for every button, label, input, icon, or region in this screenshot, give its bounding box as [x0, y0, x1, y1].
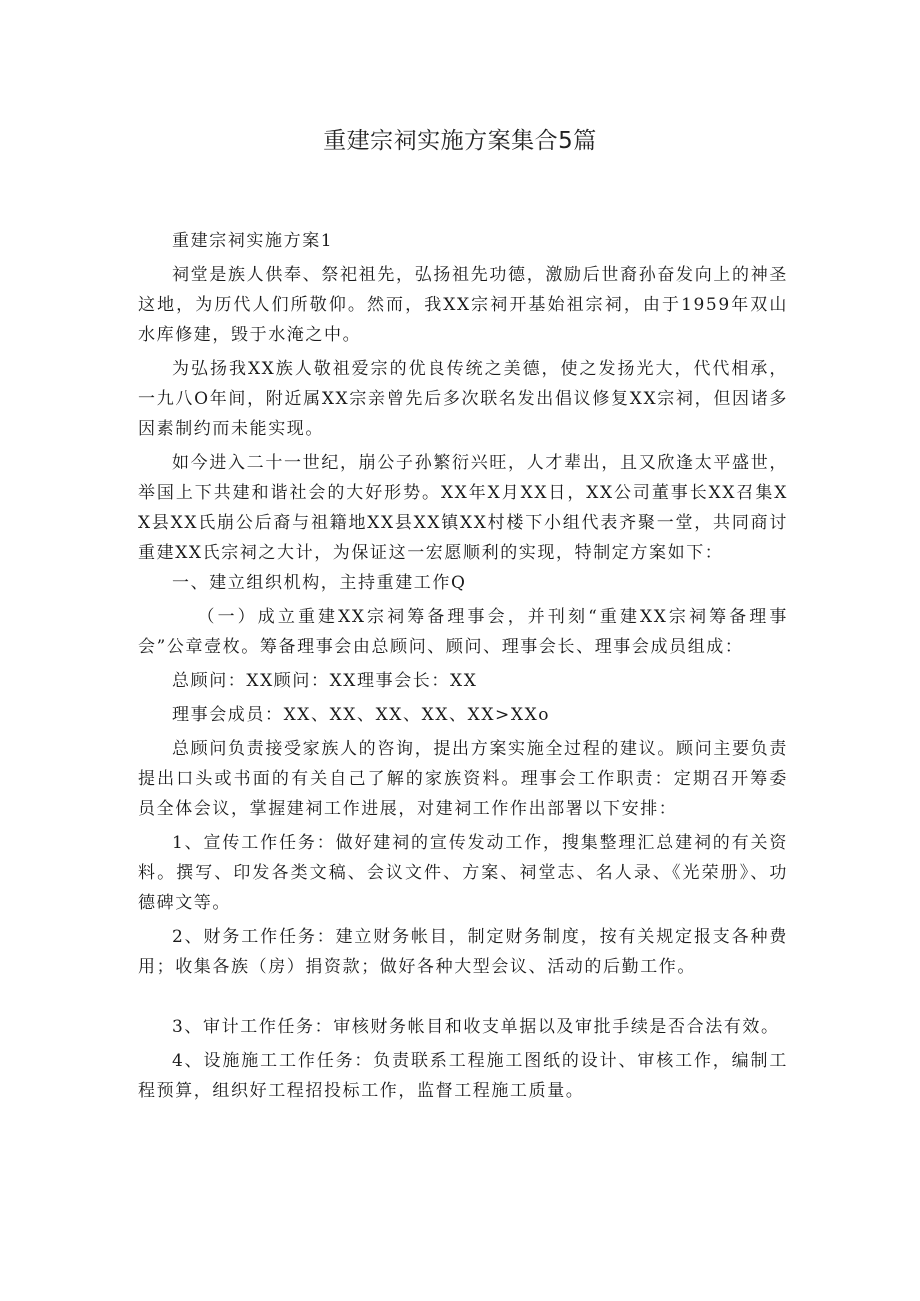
- list-item: 1、宣传工作任务：做好建祠的宣传发动工作，搜集整理汇总建祠的有关资料。撰写、印发各类文稿、会议文件、方案、祠堂志、名人录、《光荣册》、功德碑文等。: [138, 833, 788, 913]
- subsection-heading: 一、建立组织机构，主持重建工作Q: [172, 573, 467, 593]
- paragraph: 总顾问负责接受家族人的咨询，提出方案实施全过程的建议。顾问主要负责提出口头或书面的有关自己了解的家族资料。理事会工作职责：定期召开筹委员全体会议，掌握建祠工作进展，对建祠工作作出部署以下安排：: [138, 739, 788, 819]
- paragraph: 如今进入二十一世纪，崩公子孙繁衍兴旺，人才辈出，且又欣逢太平盛世，举国上下共建和谐社会的大好形势。XX年X月XX日，XX公司董事长XX召集XX县XX氏崩公后裔与祖籍地XX县XX镇XX村楼下小组代表齐聚一堂，共同商讨重建XX氏宗祠之大计，为保证这一宏愿顺利的实现，特制定方案如下：: [138, 453, 788, 563]
- section-heading: 重建宗祠实施方案1: [172, 231, 334, 251]
- paragraph: 祠堂是族人供奉、祭祀祖先，弘扬祖先功德，激励后世裔孙奋发向上的神圣这地，为历代人们所敬仰。然而，我XX宗祠开基始祖宗祠，由于1959年双山水库修建，毁于水淹之中。: [138, 265, 788, 345]
- paragraph: （一）成立重建XX宗祠筹备理事会，并刊刻“重建XX宗祠筹备理事会”公章壹枚。筹备理事会由总顾问、顾问、理事会长、理事会成员组成：: [138, 607, 788, 657]
- list-item: 4、设施施工工作任务：负责联系工程施工图纸的设计、审核工作，编制工程预算，组织好工程招投标工作，监督工程施工质量。: [138, 1051, 788, 1101]
- list-item: 2、财务工作任务：建立财务帐目，制定财务制度，按有关规定报支各种费用；收集各族（房）捐资款；做好各种大型会议、活动的后勤工作。: [138, 927, 788, 977]
- paragraph: 为弘扬我XX族人敬祖爱宗的优良传统之美德，使之发扬光大，代代相承，一九八O年间，附近属XX宗亲曾先后多次联名发出倡议修复XX宗祠，但因诸多因素制约而未能实现。: [138, 359, 788, 439]
- document-body: [138, 226, 788, 1106]
- list-item: 3、审计工作任务：审核财务帐目和收支单据以及审批手续是否合法有效。: [172, 1017, 780, 1037]
- document-title: 重建宗祠实施方案集合5篇: [323, 128, 597, 154]
- paragraph: 总顾问：XX顾问：XX理事会长：XX: [172, 671, 478, 691]
- paragraph: 理事会成员：XX、XX、XX、XX、XX>XXo: [172, 705, 551, 725]
